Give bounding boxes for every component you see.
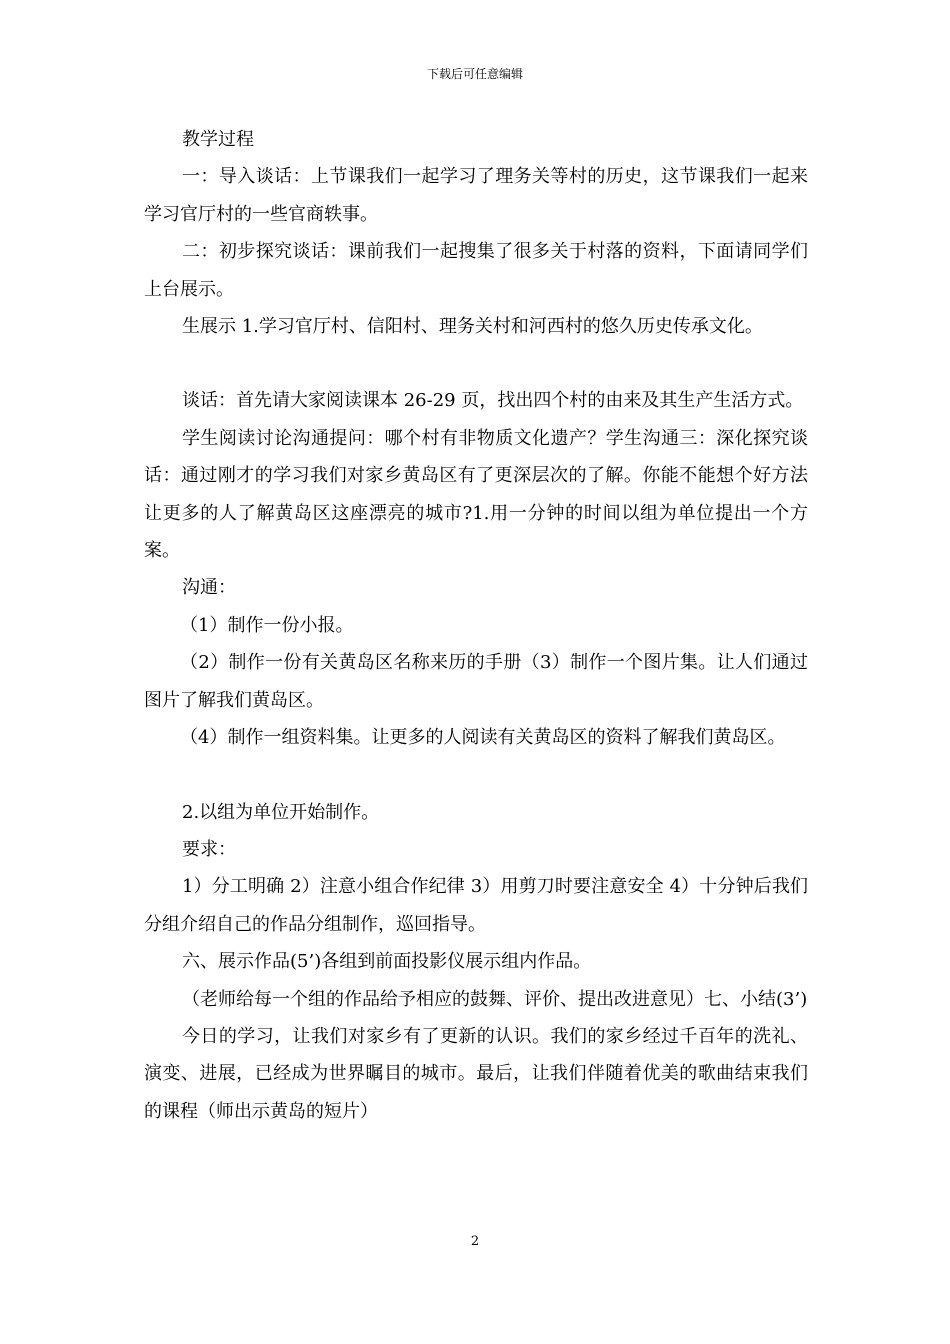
list-item: （2）制作一份有关黄岛区名称来历的手册（3）制作一个图片集。让人们通过图片了解我们黄岛区。 xyxy=(144,652,808,711)
paragraph: 学生阅读讨论沟通提问：哪个村有非物质文化遗产？学生沟通三：深化探究谈话：通过刚才的学习我们对家乡黄岛区有了更深层次的了解。你能不能想个好方法让更多的人了解黄岛区这座漂亮的城市?1.用一分钟的时间以组为单位提出一个方案。 xyxy=(144,427,808,562)
paragraph: 生展示 1.学习官厅村、信阳村、理务关村和河西村的悠久历史传承文化。 xyxy=(182,316,763,338)
paragraph: 一：导入谈话：上节课我们一起学习了理务关等村的历史，这节课我们一起来学习官厅村的一些官商轶事。 xyxy=(144,166,808,225)
paragraph: 今日的学习，让我们对家乡有了更新的认识。我们的家乡经过千百年的洗礼、演变、进展，已经成为世界瞩目的城市。最后，让我们伴随着优美的歌曲结束我们的课程（师出示黄岛的短片） xyxy=(144,1025,808,1122)
paragraph: 二：初步探究谈话：课前我们一起搜集了很多关于村落的资料，下面请同学们上台展示。 xyxy=(144,241,808,300)
list-item: （1）制作一份小报。 xyxy=(180,614,354,636)
page-number: 2 xyxy=(470,1234,480,1249)
list-item: （4）制作一组资料集。让更多的人阅读有关黄岛区的资料了解我们黄岛区。 xyxy=(180,727,786,749)
paragraph: 六、展示作品(5’)各组到前面投影仪展示组内作品。 xyxy=(182,951,592,973)
page-header: 下载后可任意编辑 xyxy=(426,67,523,81)
paragraph: 1）分工明确 2）注意小组合作纪律 3）用剪刀时要注意安全 4）十分钟后我们分组介绍自己的作品分组制作，巡回指导。 xyxy=(144,876,808,935)
paragraph: 沟通： xyxy=(182,577,236,599)
section-heading: 教学过程 xyxy=(182,129,254,150)
paragraph: 2.以组为单位开始制作。 xyxy=(182,801,380,823)
paragraph: 要求： xyxy=(182,838,236,860)
paragraph: 谈话：首先请大家阅读课本 26-29 页，找出四个村的由来及其生产生活方式。 xyxy=(182,390,804,412)
paragraph: （老师给每一个组的作品给予相应的鼓舞、评价、提出改进意见）七、小结(3’) xyxy=(182,988,808,1010)
document-body xyxy=(144,121,808,1130)
